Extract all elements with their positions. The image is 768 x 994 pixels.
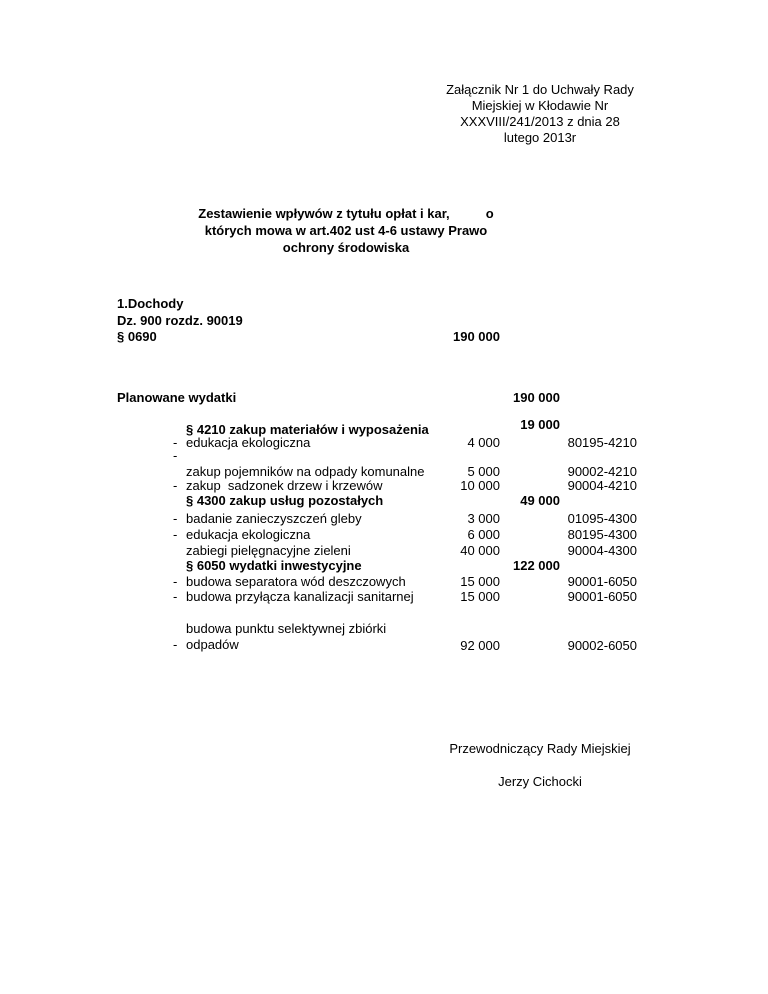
row-label: zakup pojemników na odpady komunalne xyxy=(186,464,425,479)
last-item-amount: 92 000 xyxy=(460,638,500,653)
row-code: 90001-6050 xyxy=(567,574,637,589)
title-line-2: których mowa w art.402 ust 4-6 ustawy Prawo xyxy=(204,223,488,238)
row-code: 80195-4300 xyxy=(567,527,637,542)
row-bullet: - xyxy=(173,589,178,604)
row-amount: 6 000 xyxy=(467,527,500,542)
row-bullet: - xyxy=(173,574,178,589)
header-line-2: Miejskiej w Kłodawie Nr xyxy=(471,98,609,113)
row-label: budowa separatora wód deszczowych xyxy=(186,574,406,589)
income-heading: 1.Dochody xyxy=(117,296,184,311)
title-line-3: ochrony środowiska xyxy=(282,240,410,255)
row-label: budowa przyłącza kanalizacji sanitarnej xyxy=(186,589,414,604)
row-code: 01095-4300 xyxy=(567,511,637,526)
row-amount: 4 000 xyxy=(467,435,500,450)
signature-name: Jerzy Cichocki xyxy=(498,774,582,789)
row-code: 90002-4210 xyxy=(567,464,637,479)
title-line-1: Zestawienie wpływów z tytułu opłat i kar, o xyxy=(198,206,494,221)
section-4210-label: § 4210 zakup materiałów i wyposażenia xyxy=(186,422,429,437)
row-label: badanie zanieczyszczeń gleby xyxy=(186,511,362,526)
row-amount: 15 000 xyxy=(460,574,500,589)
row-amount: 3 000 xyxy=(467,511,500,526)
row-bullet: - xyxy=(173,637,178,652)
header-line-1: Załącznik Nr 1 do Uchwały Rady xyxy=(446,82,634,97)
row-code: 90004-4300 xyxy=(567,543,637,558)
section-4210-subtotal: 19 000 xyxy=(520,417,560,432)
section-6050-label: § 6050 wydatki inwestycyjne xyxy=(186,558,362,573)
row-bullet: - xyxy=(173,527,178,542)
row-label: edukacja ekologiczna xyxy=(186,527,311,542)
section-4300-subtotal: 49 000 xyxy=(520,493,560,508)
income-division: Dz. 900 rozdz. 90019 xyxy=(117,313,243,328)
row-amount: 15 000 xyxy=(460,589,500,604)
document-title xyxy=(176,205,516,256)
row-bullet: - xyxy=(173,511,178,526)
row-bullet: - xyxy=(173,448,178,463)
row-code: 80195-4210 xyxy=(567,435,637,450)
header-line-4: lutego 2013r xyxy=(503,130,577,145)
row-label: edukacja ekologiczna xyxy=(186,435,311,450)
expenses-heading: Planowane wydatki xyxy=(117,390,237,405)
row-label: zakup sadzonek drzew i krzewów xyxy=(186,478,383,493)
row-code: 90004-4210 xyxy=(567,478,637,493)
income-paragraph: § 0690 xyxy=(117,329,157,344)
attachment-header xyxy=(420,82,660,146)
row-code: 90001-6050 xyxy=(567,589,637,604)
last-item-code: 90002-6050 xyxy=(567,638,637,653)
row-label: zabiegi pielęgnacyjne zieleni xyxy=(186,543,351,558)
row-bullet: - xyxy=(173,478,178,493)
expenses-total: 190 000 xyxy=(513,390,560,405)
signature-role: Przewodniczący Rady Miejskiej xyxy=(449,741,631,756)
last-item-label-line-2: odpadów xyxy=(186,637,239,652)
section-4300-label: § 4300 zakup usług pozostałych xyxy=(186,493,384,508)
row-amount: 40 000 xyxy=(460,543,500,558)
header-line-3: XXXVIII/241/2013 z dnia 28 xyxy=(460,114,620,129)
row-amount: 10 000 xyxy=(460,478,500,493)
row-amount: 5 000 xyxy=(467,464,500,479)
last-item-label-line-1: budowa punktu selektywnej zbiórki xyxy=(186,621,387,636)
section-6050-subtotal: 122 000 xyxy=(513,558,560,573)
income-amount: 190 000 xyxy=(453,329,500,344)
row-bullet: - xyxy=(173,435,178,450)
